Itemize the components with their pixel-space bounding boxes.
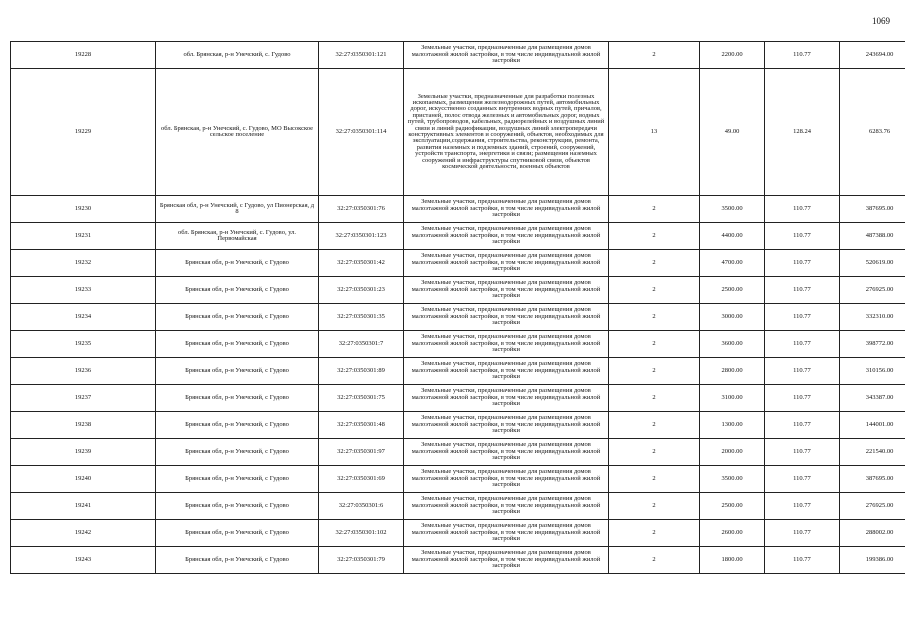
- table-row: [11, 439, 905, 466]
- table-body: [11, 42, 905, 574]
- specific-value-cell: 110.77: [765, 250, 840, 277]
- specific-value-cell: 110.77: [765, 196, 840, 223]
- permitted-use-cell: Земельные участки, предназначенные для размещения домов малоэтажной жилой застройки, в том числе индивидуальной жилой застройки: [404, 547, 609, 574]
- specific-value-cell: 110.77: [765, 358, 840, 385]
- cadastral-number-cell: 32:27:0350301:79: [319, 547, 404, 574]
- cadastral-value-cell: 387695.00: [840, 196, 905, 223]
- specific-value-cell: 110.77: [765, 412, 840, 439]
- use-group-cell: 2: [609, 196, 700, 223]
- row-number: 19238: [11, 412, 156, 439]
- permitted-use-cell: Земельные участки, предназначенные для разработки полезных ископаемых, размещения железнодорожных путей, автомобильных дорог, искусственно созданных внутренних водных путей, причалов, пристаней, полос отвода железных и автомобильных дорог, водных путей, трубопроводов, кабельных, радиорелейных и воздушных линий связи и линий радиофикации, воздушных линий электропередачи конструктивных элементов и сооружений, объектов, необходимых для эксплуатации,содержания, строительства, реконструкции, ремонта, развития наземных и подземных зданий, строений, сооружений, устройств транспорта, энергетики и связи; размещения наземных сооружений и инфраструктуры спутниковой связи, объектов космической деятельности, военных объектов: [404, 69, 609, 196]
- cadastral-value-cell: 343387.00: [840, 385, 905, 412]
- row-number: 19231: [11, 223, 156, 250]
- row-number: 19228: [11, 42, 156, 69]
- cadastral-number-cell: 32:27:0350301:48: [319, 412, 404, 439]
- area-cell: 2600.00: [700, 520, 765, 547]
- row-number: 19239: [11, 439, 156, 466]
- address-cell: Брянская обл, р-н Унечский, с Гудово: [156, 358, 319, 385]
- table-row: [11, 277, 905, 304]
- cadastral-value-cell: 387695.00: [840, 466, 905, 493]
- use-group-cell: 2: [609, 304, 700, 331]
- table-row: [11, 547, 905, 574]
- cadastral-number-cell: 32:27:0350301:121: [319, 42, 404, 69]
- area-cell: 1800.00: [700, 547, 765, 574]
- use-group-cell: 2: [609, 412, 700, 439]
- row-number: 19240: [11, 466, 156, 493]
- permitted-use-cell: Земельные участки, предназначенные для размещения домов малоэтажной жилой застройки, в том числе индивидуальной жилой застройки: [404, 439, 609, 466]
- table-row: [11, 223, 905, 250]
- use-group-cell: 2: [609, 466, 700, 493]
- cadastral-value-cell: 487388.00: [840, 223, 905, 250]
- specific-value-cell: 110.77: [765, 466, 840, 493]
- specific-value-cell: 110.77: [765, 439, 840, 466]
- row-number: 19234: [11, 304, 156, 331]
- row-number: 19233: [11, 277, 156, 304]
- use-group-cell: 13: [609, 69, 700, 196]
- permitted-use-cell: Земельные участки, предназначенные для размещения домов малоэтажной жилой застройки, в том числе индивидуальной жилой застройки: [404, 223, 609, 250]
- area-cell: 2500.00: [700, 493, 765, 520]
- cadastral-number-cell: 32:27:0350301:69: [319, 466, 404, 493]
- table-row: [11, 385, 905, 412]
- row-number: 19237: [11, 385, 156, 412]
- use-group-cell: 2: [609, 358, 700, 385]
- specific-value-cell: 110.77: [765, 277, 840, 304]
- cadastral-number-cell: 32:27:0350301:97: [319, 439, 404, 466]
- permitted-use-cell: Земельные участки, предназначенные для размещения домов малоэтажной жилой застройки, в том числе индивидуальной жилой застройки: [404, 520, 609, 547]
- address-cell: Брянская обл, р-н Унечский, с Гудово: [156, 547, 319, 574]
- land-registry-table: [10, 41, 905, 574]
- address-cell: Брянская обл, р-н Унечский, с Гудово: [156, 466, 319, 493]
- use-group-cell: 2: [609, 493, 700, 520]
- cadastral-value-cell: 243694.00: [840, 42, 905, 69]
- cadastral-value-cell: 276925.00: [840, 493, 905, 520]
- row-number: 19229: [11, 69, 156, 196]
- page-number: 1069: [872, 16, 890, 26]
- cadastral-value-cell: 288002.00: [840, 520, 905, 547]
- row-number: 19241: [11, 493, 156, 520]
- cadastral-value-cell: 332310.00: [840, 304, 905, 331]
- table-row: [11, 250, 905, 277]
- permitted-use-cell: Земельные участки, предназначенные для размещения домов малоэтажной жилой застройки, в том числе индивидуальной жилой застройки: [404, 277, 609, 304]
- cadastral-number-cell: 32:27:0350301:42: [319, 250, 404, 277]
- use-group-cell: 2: [609, 439, 700, 466]
- table-row: [11, 493, 905, 520]
- cadastral-number-cell: 32:27:0350301:6: [319, 493, 404, 520]
- row-number: 19242: [11, 520, 156, 547]
- row-number: 19232: [11, 250, 156, 277]
- use-group-cell: 2: [609, 331, 700, 358]
- area-cell: 2800.00: [700, 358, 765, 385]
- use-group-cell: 2: [609, 385, 700, 412]
- permitted-use-cell: Земельные участки, предназначенные для размещения домов малоэтажной жилой застройки, в том числе индивидуальной жилой застройки: [404, 42, 609, 69]
- cadastral-number-cell: 32:27:0350301:75: [319, 385, 404, 412]
- permitted-use-cell: Земельные участки, предназначенные для размещения домов малоэтажной жилой застройки, в том числе индивидуальной жилой застройки: [404, 358, 609, 385]
- area-cell: 4700.00: [700, 250, 765, 277]
- use-group-cell: 2: [609, 277, 700, 304]
- specific-value-cell: 110.77: [765, 304, 840, 331]
- cadastral-value-cell: 310156.00: [840, 358, 905, 385]
- area-cell: 4400.00: [700, 223, 765, 250]
- use-group-cell: 2: [609, 223, 700, 250]
- address-cell: Брянская обл, р-н Унечский, с Гудово: [156, 250, 319, 277]
- specific-value-cell: 110.77: [765, 223, 840, 250]
- cadastral-value-cell: 276925.00: [840, 277, 905, 304]
- address-cell: Брянская обл, р-н Унечский, с Гудово: [156, 493, 319, 520]
- use-group-cell: 2: [609, 42, 700, 69]
- row-number: 19243: [11, 547, 156, 574]
- area-cell: 1300.00: [700, 412, 765, 439]
- address-cell: Брянская обл, р-н Унечский, с Гудово: [156, 520, 319, 547]
- specific-value-cell: 110.77: [765, 385, 840, 412]
- address-cell: Брянская обл, р-н Унечский, с Гудово: [156, 304, 319, 331]
- area-cell: 2000.00: [700, 439, 765, 466]
- address-cell: обл. Брянская, р-н Унечский, с. Гудово: [156, 42, 319, 69]
- table-row: [11, 358, 905, 385]
- cadastral-number-cell: 32:27:0350301:102: [319, 520, 404, 547]
- use-group-cell: 2: [609, 547, 700, 574]
- address-cell: Брянская обл, р-н Унечский, с Гудово, ул Пионерская, д 8: [156, 196, 319, 223]
- table-row: [11, 304, 905, 331]
- row-number: 19235: [11, 331, 156, 358]
- cadastral-number-cell: 32:27:0350301:123: [319, 223, 404, 250]
- permitted-use-cell: Земельные участки, предназначенные для размещения домов малоэтажной жилой застройки, в том числе индивидуальной жилой застройки: [404, 250, 609, 277]
- permitted-use-cell: Земельные участки, предназначенные для размещения домов малоэтажной жилой застройки, в том числе индивидуальной жилой застройки: [404, 385, 609, 412]
- use-group-cell: 2: [609, 250, 700, 277]
- cadastral-number-cell: 32:27:0350301:35: [319, 304, 404, 331]
- row-number: 19236: [11, 358, 156, 385]
- cadastral-number-cell: 32:27:0350301:23: [319, 277, 404, 304]
- table-row: [11, 196, 905, 223]
- cadastral-value-cell: 144001.00: [840, 412, 905, 439]
- table-row: [11, 412, 905, 439]
- specific-value-cell: 110.77: [765, 42, 840, 69]
- permitted-use-cell: Земельные участки, предназначенные для размещения домов малоэтажной жилой застройки, в том числе индивидуальной жилой застройки: [404, 196, 609, 223]
- address-cell: Брянская обл, р-н Унечский, с Гудово: [156, 385, 319, 412]
- cadastral-value-cell: 398772.00: [840, 331, 905, 358]
- cadastral-value-cell: 221540.00: [840, 439, 905, 466]
- area-cell: 3100.00: [700, 385, 765, 412]
- cadastral-number-cell: 32:27:0350301:76: [319, 196, 404, 223]
- cadastral-number-cell: 32:27:0350301:89: [319, 358, 404, 385]
- permitted-use-cell: Земельные участки, предназначенные для размещения домов малоэтажной жилой застройки, в том числе индивидуальной жилой застройки: [404, 304, 609, 331]
- specific-value-cell: 110.77: [765, 547, 840, 574]
- area-cell: 3500.00: [700, 466, 765, 493]
- table-row: [11, 466, 905, 493]
- area-cell: 2200.00: [700, 42, 765, 69]
- permitted-use-cell: Земельные участки, предназначенные для размещения домов малоэтажной жилой застройки, в том числе индивидуальной жилой застройки: [404, 331, 609, 358]
- address-cell: обл. Брянская, р-н Унечский, с. Гудово, ул. Первомайская: [156, 223, 319, 250]
- area-cell: 3000.00: [700, 304, 765, 331]
- cadastral-number-cell: 32:27:0350301:114: [319, 69, 404, 196]
- specific-value-cell: 110.77: [765, 493, 840, 520]
- row-number: 19230: [11, 196, 156, 223]
- use-group-cell: 2: [609, 520, 700, 547]
- cadastral-number-cell: 32:27:0350301:7: [319, 331, 404, 358]
- address-cell: обл. Брянская, р-н Унечский, с. Гудово, МО Высокское сельское поселение: [156, 69, 319, 196]
- area-cell: 49.00: [700, 69, 765, 196]
- specific-value-cell: 128.24: [765, 69, 840, 196]
- cadastral-value-cell: 6283.76: [840, 69, 905, 196]
- permitted-use-cell: Земельные участки, предназначенные для размещения домов малоэтажной жилой застройки, в том числе индивидуальной жилой застройки: [404, 466, 609, 493]
- table-row: [11, 69, 905, 196]
- address-cell: Брянская обл, р-н Унечский, с Гудово: [156, 277, 319, 304]
- cadastral-value-cell: 199386.00: [840, 547, 905, 574]
- specific-value-cell: 110.77: [765, 520, 840, 547]
- table-row: [11, 520, 905, 547]
- address-cell: Брянская обл, р-н Унечский, с Гудово: [156, 439, 319, 466]
- area-cell: 3500.00: [700, 196, 765, 223]
- permitted-use-cell: Земельные участки, предназначенные для размещения домов малоэтажной жилой застройки, в том числе индивидуальной жилой застройки: [404, 493, 609, 520]
- cadastral-value-cell: 520619.00: [840, 250, 905, 277]
- specific-value-cell: 110.77: [765, 331, 840, 358]
- permitted-use-cell: Земельные участки, предназначенные для размещения домов малоэтажной жилой застройки, в том числе индивидуальной жилой застройки: [404, 412, 609, 439]
- address-cell: Брянская обл, р-н Унечский, с Гудово: [156, 331, 319, 358]
- table-row: [11, 42, 905, 69]
- area-cell: 3600.00: [700, 331, 765, 358]
- table-row: [11, 331, 905, 358]
- area-cell: 2500.00: [700, 277, 765, 304]
- address-cell: Брянская обл, р-н Унечский, с Гудово: [156, 412, 319, 439]
